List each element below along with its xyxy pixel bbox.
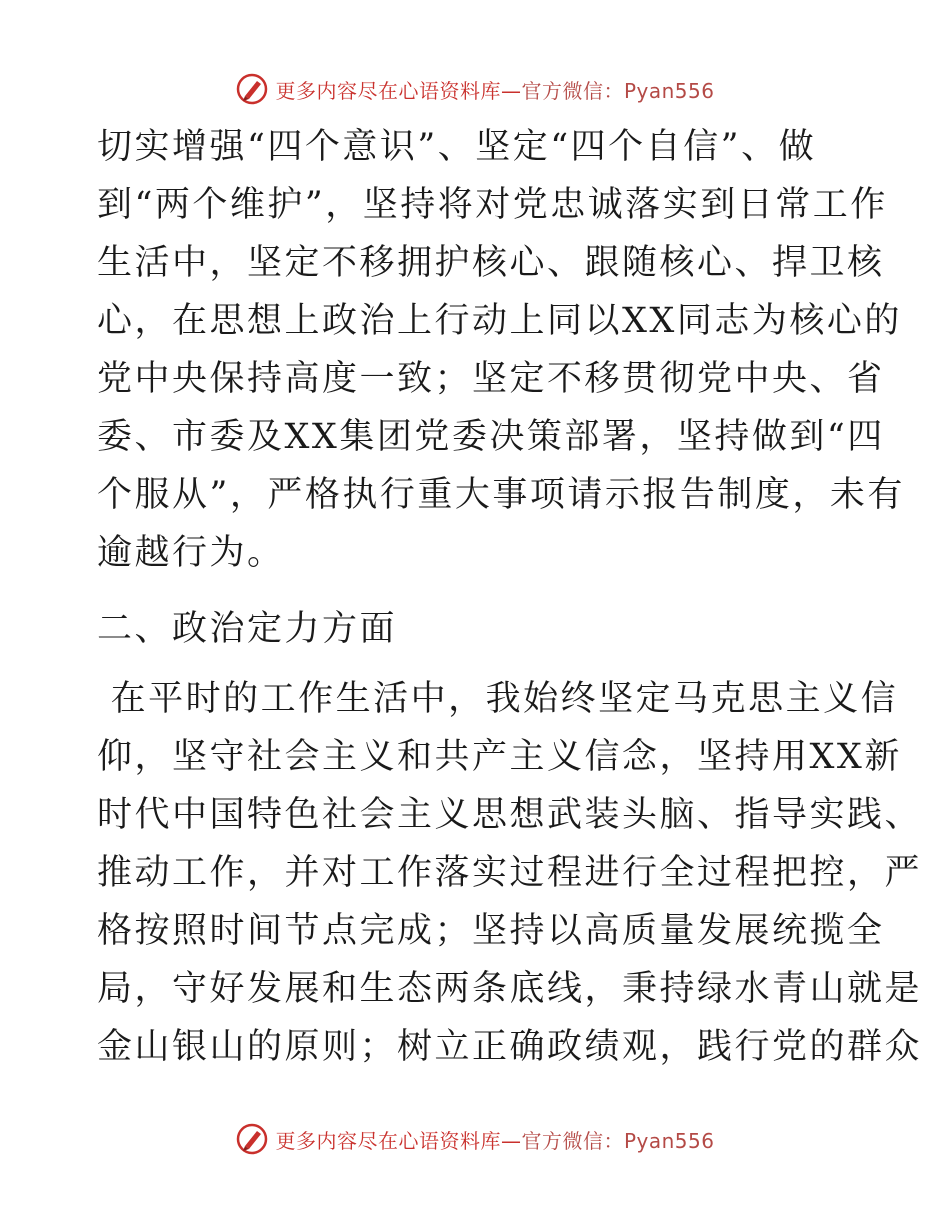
text-line: 个服从”，严格执行重大事项请示报告制度，未有 — [97, 475, 905, 515]
watermark-brand: 更多内容尽在心语资料库 — [275, 78, 501, 103]
watermark-text — [275, 75, 714, 104]
text-line: 推动工作，并对工作落实过程进行全过程把控，严 — [97, 853, 923, 893]
text-line: 在平时的工作生活中，我始终坚定马克思主义信 — [97, 679, 899, 719]
pen-logo-icon — [235, 72, 269, 106]
text-line: 金山银山的原则；树立正确政绩观，践行党的群众 — [97, 1027, 923, 1067]
watermark-text — [275, 1125, 714, 1154]
text-line: 切实增强“四个意识”、坚定“四个自信”、做 — [97, 127, 817, 167]
text-line: 时代中国特色社会主义思想武装头脑、指导实践、 — [97, 795, 923, 835]
watermark-dash: — — [500, 1128, 522, 1153]
watermark-account: 官方微信：Pyan556 — [521, 1128, 715, 1153]
watermark-account: 官方微信：Pyan556 — [521, 78, 715, 103]
footer-watermark — [0, 1122, 950, 1156]
text-line: 格按照时间节点完成；坚持以高质量发展统揽全 — [97, 911, 885, 951]
document-body — [97, 118, 923, 1076]
section-heading: 二、政治定力方面 — [97, 609, 398, 649]
paragraph-1 — [97, 118, 905, 582]
text-line: 仰，坚守社会主义和共产主义信念，坚持用XX新 — [97, 737, 902, 777]
header-watermark — [0, 72, 950, 106]
text-line: 委、市委及XX集团党委决策部署，坚持做到“四 — [97, 417, 885, 457]
watermark-brand: 更多内容尽在心语资料库 — [275, 1128, 501, 1153]
text-line: 到“两个维护”，坚持将对党忠诚落实到日常工作 — [97, 185, 888, 225]
text-line: 心，在思想上政治上行动上同以XX同志为核心的 — [97, 301, 902, 341]
paragraph-2 — [97, 670, 923, 1076]
pen-logo-icon — [235, 1122, 269, 1156]
text-line: 逾越行为。 — [97, 533, 285, 573]
text-line: 局，守好发展和生态两条底线，秉持绿水青山就是 — [97, 969, 923, 1009]
text-line: 党中央保持高度一致；坚定不移贯彻党中央、省 — [97, 359, 885, 399]
watermark-dash: — — [500, 78, 522, 103]
text-line: 生活中，坚定不移拥护核心、跟随核心、捍卫核 — [97, 243, 885, 283]
